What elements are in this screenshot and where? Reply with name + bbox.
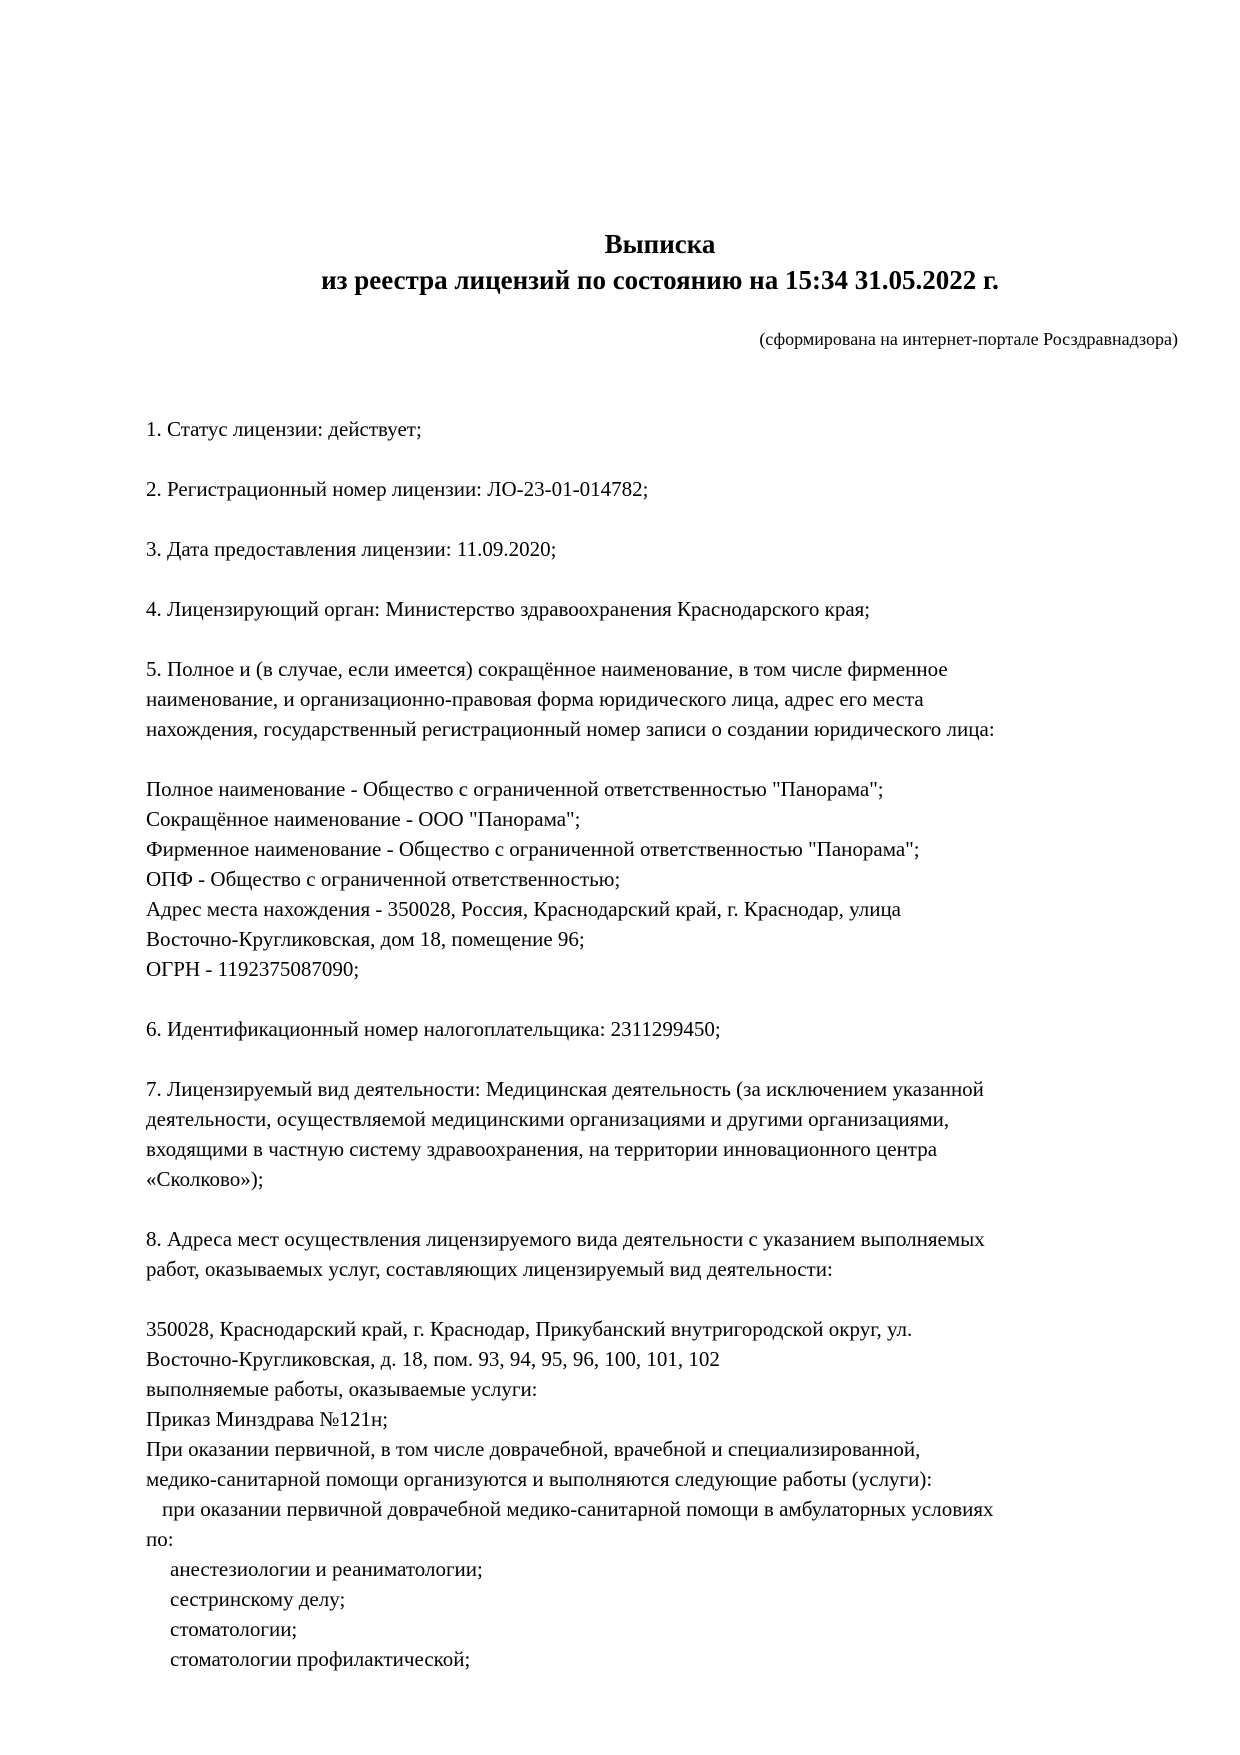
address-line: Адрес места нахождения - 350028, Россия, Краснодарский край, г. Краснодар, улица bbox=[146, 897, 902, 921]
item-inn: 6. Идентификационный номер налогоплательщика: 2311299450; bbox=[146, 1017, 721, 1041]
item-license-status: 1. Статус лицензии: действует; bbox=[146, 417, 422, 441]
text-line: деятельности, осуществляемой медицинскими организациями и другими организациями, bbox=[146, 1107, 950, 1131]
text-line: входящими в частную систему здравоохранения, на территории инновационного центра bbox=[146, 1137, 938, 1161]
ogrn-line: ОГРН - 1192375087090; bbox=[146, 957, 360, 981]
text-line: 8. Адреса мест осуществления лицензируемого вида деятельности с указанием выполняемых bbox=[146, 1227, 985, 1251]
brand-name-line: Фирменное наименование - Общество с ограниченной ответственностью "Панорама"; bbox=[146, 837, 920, 861]
full-name-line: Полное наименование - Общество с ограниченной ответственностью "Панорама"; bbox=[146, 777, 884, 801]
item-registration-number: 2. Регистрационный номер лицензии: ЛО-23-01-014782; bbox=[146, 477, 649, 501]
activity-address-block bbox=[146, 1314, 1156, 1674]
address-line: Восточно-Кругликовская, дом 18, помещение 96; bbox=[146, 927, 585, 951]
text-line: 350028, Краснодарский край, г. Краснодар, Прикубанский внутригородской округ, ул. bbox=[146, 1317, 913, 1341]
text-line: «Сколково»); bbox=[146, 1167, 264, 1191]
service-item: стоматологии профилактической; bbox=[170, 1647, 471, 1671]
service-item: стоматологии; bbox=[170, 1617, 298, 1641]
document-body bbox=[146, 414, 1156, 1674]
document-title: Выписка bbox=[604, 229, 716, 259]
subsection-line: по: bbox=[146, 1527, 174, 1551]
text-line: наименование, и организационно-правовая форма юридического лица, адрес его места bbox=[146, 687, 924, 711]
subsection-line: при оказании первичной доврачебной медико-санитарной помощи в амбулаторных условиях bbox=[162, 1497, 994, 1521]
item-names-heading bbox=[146, 654, 1156, 744]
service-item: анестезиологии и реаниматологии; bbox=[170, 1557, 483, 1581]
text-line: медико-санитарной помощи организуются и выполняются следующие работы (услуги): bbox=[146, 1467, 933, 1491]
generation-note: (сформирована на интернет-портале Росздравнадзора) bbox=[759, 329, 1178, 349]
text-line: 5. Полное и (в случае, если имеется) сокращённое наименование, в том числе фирменное bbox=[146, 657, 948, 681]
short-name-line: Сокращённое наименование - ООО "Панорама"; bbox=[146, 807, 581, 831]
item-addresses-heading bbox=[146, 1224, 1156, 1284]
text-line: выполняемые работы, оказываемые услуги: bbox=[146, 1377, 538, 1401]
text-line: При оказании первичной, в том числе доврачебной, врачебной и специализированной, bbox=[146, 1437, 921, 1461]
text-line: 7. Лицензируемый вид деятельности: Медицинская деятельность (за исключением указанной bbox=[146, 1077, 984, 1101]
item-license-date: 3. Дата предоставления лицензии: 11.09.2020; bbox=[146, 537, 557, 561]
document-header bbox=[0, 226, 1240, 298]
text-line: Приказ Минздрава №121н; bbox=[146, 1407, 389, 1431]
legal-form-line: ОПФ - Общество с ограниченной ответственностью; bbox=[146, 867, 621, 891]
text-line: нахождения, государственный регистрационный номер записи о создании юридического лица: bbox=[146, 717, 995, 741]
text-line: Восточно-Кругликовская, д. 18, пом. 93, 94, 95, 96, 100, 101, 102 bbox=[146, 1347, 720, 1371]
item-licensing-authority: 4. Лицензирующий орган: Министерство здравоохранения Краснодарского края; bbox=[146, 597, 871, 621]
text-line: работ, оказываемых услуг, составляющих лицензируемый вид деятельности: bbox=[146, 1257, 833, 1281]
company-names bbox=[146, 774, 1156, 984]
service-item: сестринскому делу; bbox=[170, 1587, 346, 1611]
document-subtitle: из реестра лицензий по состоянию на 15:34 31.05.2022 г. bbox=[321, 265, 999, 295]
item-activity bbox=[146, 1074, 1156, 1194]
